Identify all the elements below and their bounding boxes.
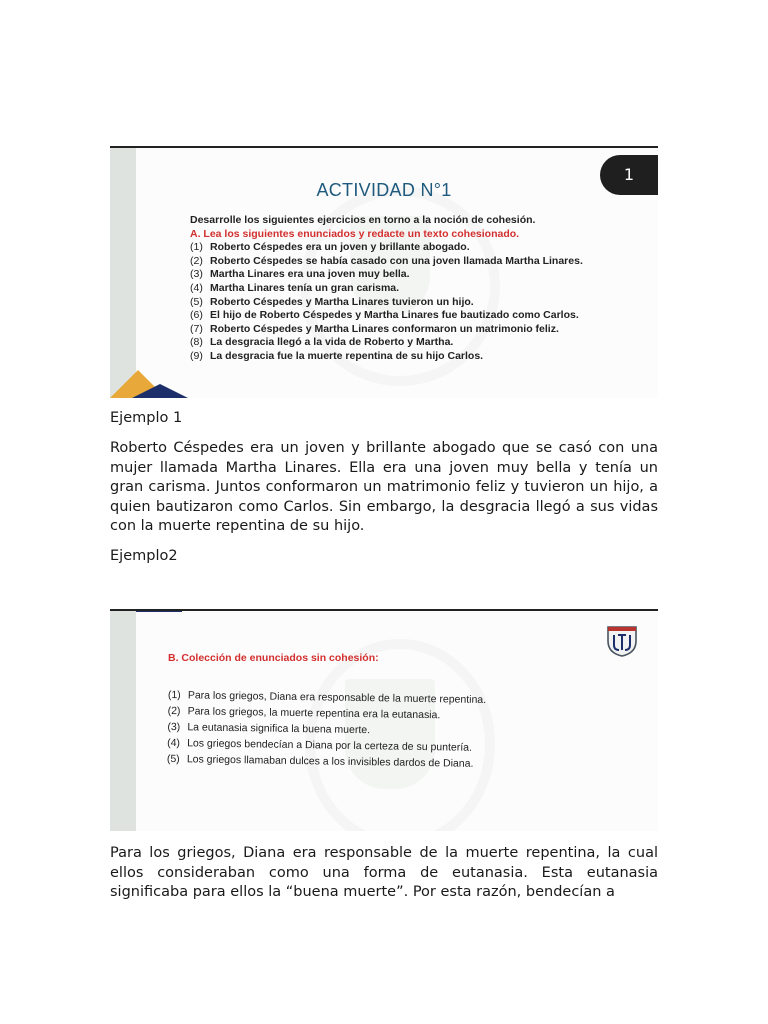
item-number: (3) (190, 268, 203, 281)
item-number: (1) (167, 688, 181, 702)
list-item (190, 350, 630, 364)
example-2-label: Ejemplo2 (110, 548, 178, 564)
item-text: Martha Linares tenía un gran carisma. (210, 281, 400, 294)
list-item (190, 241, 630, 255)
activity-instruction: A. Lea los siguientes enunciados y redacte un texto cohesionado. (190, 227, 520, 240)
item-text: Para los griegos, la muerte repentina era la eutanasia. (187, 705, 441, 722)
item-number: (4) (167, 736, 181, 750)
item-text: El hijo de Roberto Céspedes y Martha Linares fue bautizado como Carlos. (210, 309, 579, 322)
list-item (190, 309, 630, 323)
item-text: Roberto Céspedes y Martha Linares tuvieron un hijo. (210, 295, 474, 308)
item-number: (1) (190, 241, 203, 254)
item-text: La desgracia llegó a la vida de Roberto y Martha. (210, 336, 454, 349)
list-item (190, 268, 630, 282)
item-text: Los griegos bendecían a Diana por la certeza de su puntería. (187, 737, 473, 754)
collection-body (167, 687, 568, 773)
item-number: (5) (190, 295, 203, 308)
item-number: (4) (190, 281, 203, 294)
item-text: Los griegos llamaban dulces a los invisibles dardos de Diana. (186, 753, 474, 770)
item-text: Roberto Céspedes se había casado con una joven llamada Martha Linares. (210, 254, 583, 267)
item-text: La desgracia fue la muerte repentina de su hijo Carlos. (210, 349, 484, 362)
collection-heading: B. Colección de enunciados sin cohesión: (168, 652, 379, 664)
slide-left-bar (110, 611, 136, 831)
item-text: La eutanasia significa la buena muerte. (187, 721, 371, 737)
example-1-paragraph: Roberto Céspedes era un joven y brillante abogado que se casó con una mujer llamada Martha Linares. Ella era una joven muy bella y tenía un gran carisma. Juntos conformaron un matrimonio feliz y tuvieron un hijo, a quien bautizaron como Carlos. Sin embargo, la desgracia llegó a sus vidas con la muerte repentina de su hijo. (110, 440, 658, 534)
item-text: Martha Linares era una joven muy bella. (210, 268, 410, 281)
page-number-tab: 1 (600, 155, 658, 195)
example-2-paragraph: Para los griegos, Diana era responsable de la muerte repentina, la cual ellos consideraban como una forma de eutanasia. Esta eutanasia significaba para ellos la “buena muerte”. Por esta razón, bendecían a (110, 845, 658, 900)
slide-top-border (110, 609, 658, 611)
activity-intro: Desarrolle los siguientes ejercicios en torno a la noción de cohesión. (190, 214, 536, 226)
list-item (190, 296, 630, 310)
activity-title: ACTIVIDAD N°1 (316, 180, 452, 200)
item-text: Para los griegos, Diana era responsable de la muerte repentina. (187, 689, 487, 706)
decorative-triangle-navy (132, 384, 188, 398)
item-number: (6) (190, 309, 203, 322)
cohesion-slide-image (110, 609, 658, 831)
list-item (190, 323, 630, 337)
list-item (190, 336, 630, 350)
item-text: Roberto Céspedes y Martha Linares conformaron un matrimonio feliz. (210, 322, 559, 335)
item-text: Roberto Céspedes era un joven y brillante abogado. (210, 241, 470, 254)
item-number: (9) (190, 349, 203, 362)
list-item (190, 255, 630, 269)
activity-1-slide-image (110, 146, 658, 398)
item-number: (7) (190, 322, 203, 335)
item-number: (2) (167, 704, 181, 718)
item-number: (2) (190, 254, 203, 267)
example-1-label: Ejemplo 1 (110, 410, 183, 426)
university-logo-icon (606, 623, 638, 657)
item-number: (3) (167, 720, 181, 734)
item-number: (5) (166, 752, 180, 766)
item-number: (8) (190, 336, 203, 349)
list-item (190, 282, 630, 296)
slide-top-border (110, 146, 658, 148)
activity-body (190, 214, 630, 364)
